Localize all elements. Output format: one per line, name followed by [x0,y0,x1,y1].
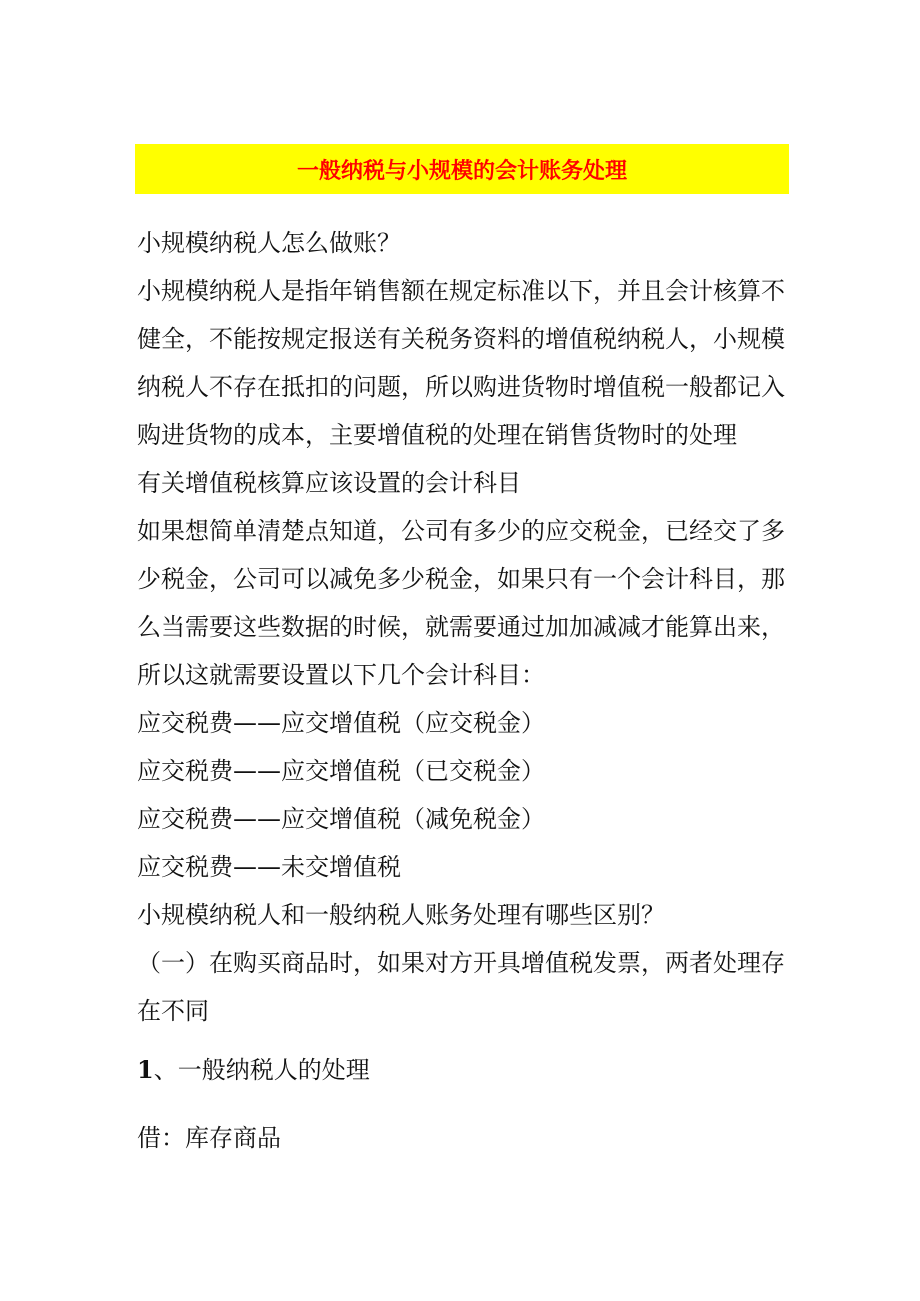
debit-line: 借：库存商品 [137,1124,281,1152]
title-banner [135,144,789,194]
account-item: 应交税费——未交增值税 [137,853,401,881]
paragraph-definition: 小规模纳税人是指年销售额在规定标准以下，并且会计核算不健全，不能按规定报送有关税务资料的增值税纳税人，小规模纳税人不存在抵扣的问题，所以购进货物时增值税一般都记入购进货物的成本，主要增值税的处理在销售货物时的处理 [137,277,785,449]
paragraph-question: 小规模纳税人怎么做账？ [137,229,401,257]
paragraph-accounts-heading: 有关增值税核算应该设置的会计科目 [137,469,521,497]
account-item: 应交税费——应交增值税（已交税金） [137,757,545,785]
paragraph-difference-question: 小规模纳税人和一般纳税人账务处理有哪些区别？ [137,901,665,929]
document-title: 一般纳税与小规模的会计账务处理 [296,158,627,184]
account-item: 应交税费——应交增值税（应交税金） [137,709,545,737]
section-number: 1 [137,1055,154,1084]
paragraph-section-one: （一）在购买商品时，如果对方开具增值税发票，两者处理存在不同 [137,949,785,1025]
paragraph-explanation: 如果想简单清楚点知道，公司有多少的应交税金，已经交了多少税金，公司可以减免多少税金，如果只有一个会计科目，那么当需要这些数据的时候，就需要通过加加减减才能算出来，所以这就需要设置以下几个会计科目： [137,517,785,689]
section-heading [137,1046,370,1094]
body-content [137,219,789,1035]
section-heading-text: 、一般纳税人的处理 [153,1056,370,1084]
account-item: 应交税费——应交增值税（减免税金） [137,805,545,833]
